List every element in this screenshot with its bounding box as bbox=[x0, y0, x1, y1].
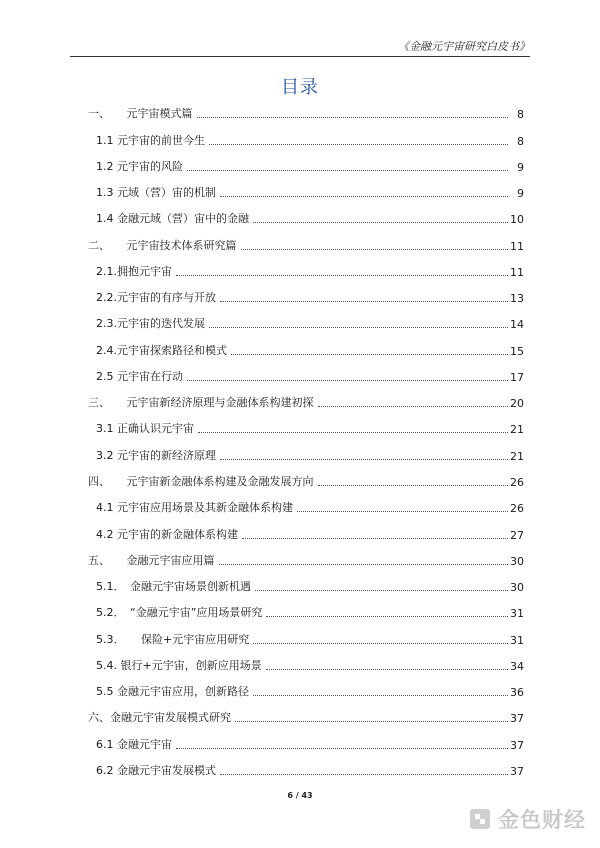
toc-entry-label: 四、 元宇宙新金融体系构建及金融发展方向 bbox=[82, 473, 316, 489]
toc-entry[interactable] bbox=[82, 333, 524, 359]
toc-dot-leader bbox=[187, 380, 508, 381]
toc-entry-label: 4.1 元宇宙应用场景及其新金融体系构建 bbox=[82, 499, 295, 515]
toc-dot-leader bbox=[197, 117, 509, 118]
toc-dot-leader bbox=[198, 432, 508, 433]
toc-entry[interactable] bbox=[82, 360, 524, 386]
toc-entry[interactable] bbox=[82, 307, 524, 333]
toc-entry-page-number: 37 bbox=[510, 764, 524, 778]
toc-entry-label: 5.1． 金融元宇宙场景创新机遇 bbox=[82, 578, 253, 594]
toc-entry[interactable] bbox=[82, 675, 524, 701]
toc-entry-label: 五、 金融元宇宙应用篇 bbox=[82, 552, 217, 568]
golden-finance-logo-icon bbox=[468, 807, 492, 831]
toc-entry[interactable] bbox=[82, 202, 524, 228]
toc-entry-page-number: 21 bbox=[510, 449, 524, 463]
toc-dot-leader bbox=[187, 170, 508, 171]
toc-entry-page-number: 9 bbox=[517, 160, 524, 174]
toc-entry[interactable] bbox=[82, 97, 524, 123]
toc-entry-page-number: 37 bbox=[510, 712, 524, 726]
book-title: 《金融元宇宙研究白皮书》 bbox=[398, 40, 530, 53]
toc-entry[interactable] bbox=[82, 701, 524, 727]
page-header bbox=[70, 36, 530, 57]
toc-entry-page-number: 31 bbox=[510, 633, 524, 647]
toc-entry-label: 1.4 金融元域（营）宙中的金融 bbox=[82, 210, 251, 226]
toc-entry-label: 2.5 元宇宙在行动 bbox=[82, 368, 185, 384]
toc-dot-leader bbox=[253, 643, 508, 644]
toc-entry-page-number: 36 bbox=[510, 686, 524, 700]
toc-entry[interactable] bbox=[82, 438, 524, 464]
toc-entry-page-number: 20 bbox=[510, 397, 524, 411]
toc-entry-label: 六、金融元宇宙发展模式研究 bbox=[82, 709, 233, 725]
toc-entry-label: 5.4. 银行+元宇宙，创新应用场景 bbox=[82, 657, 264, 673]
toc-entry[interactable] bbox=[82, 570, 524, 596]
toc-entry-label: 二、 元宇宙技术体系研究篇 bbox=[82, 237, 239, 253]
toc-entry-page-number: 17 bbox=[510, 370, 524, 384]
toc-entry[interactable] bbox=[82, 123, 524, 149]
toc-entry[interactable] bbox=[82, 465, 524, 491]
toc-entry-page-number: 26 bbox=[510, 502, 524, 516]
toc-entry-page-number: 10 bbox=[510, 213, 524, 227]
toc-entry[interactable] bbox=[82, 754, 524, 780]
toc-dot-leader bbox=[318, 406, 509, 407]
toc-dot-leader bbox=[231, 354, 508, 355]
toc-entry[interactable] bbox=[82, 727, 524, 753]
toc-entry[interactable] bbox=[82, 544, 524, 570]
toc-entry-label: 3.2 元宇宙的新经济原理 bbox=[82, 447, 218, 463]
toc-entry-label: 1.3 元域（营）宙的机制 bbox=[82, 184, 218, 200]
toc-entry-page-number: 13 bbox=[510, 292, 524, 306]
toc-entry-label: 2.3.元宇宙的迭代发展 bbox=[82, 315, 207, 331]
toc-entry-page-number: 27 bbox=[510, 528, 524, 542]
toc-entry-label: 1.1 元宇宙的前世今生 bbox=[82, 132, 207, 148]
toc-dot-leader bbox=[253, 695, 508, 696]
toc-entry-page-number: 8 bbox=[517, 134, 524, 148]
toc-dot-leader bbox=[235, 721, 508, 722]
toc-entry-label: 2.4.元宇宙探索路径和模式 bbox=[82, 342, 229, 358]
toc-entry-page-number: 9 bbox=[517, 187, 524, 201]
toc-entry-label: 1.2 元宇宙的风险 bbox=[82, 158, 185, 174]
toc-dot-leader bbox=[297, 511, 508, 512]
toc-entry-page-number: 8 bbox=[517, 108, 524, 122]
toc-entry-page-number: 30 bbox=[510, 554, 524, 568]
toc-entry-label: 6.2 金融元宇宙发展模式 bbox=[82, 762, 218, 778]
toc-entry-label: 5.2． “金融元宇宙”应用场景研究 bbox=[82, 604, 264, 620]
toc-dot-leader bbox=[176, 748, 508, 749]
toc-dot-leader bbox=[209, 144, 508, 145]
watermark-text: 金色财经 bbox=[498, 808, 586, 832]
toc-dot-leader bbox=[255, 590, 508, 591]
toc-entry-label: 5.3． 保险+元宇宙应用研究 bbox=[82, 631, 251, 647]
toc-entry-label: 2.1.拥抱元宇宙 bbox=[82, 263, 174, 279]
toc-entry[interactable] bbox=[82, 649, 524, 675]
toc-title: 目录 bbox=[281, 77, 319, 98]
toc-entry[interactable] bbox=[82, 255, 524, 281]
toc-dot-leader bbox=[209, 327, 508, 328]
toc-dot-leader bbox=[318, 485, 509, 486]
toc-dot-leader bbox=[176, 275, 508, 276]
toc-entry[interactable] bbox=[82, 491, 524, 517]
toc-dot-leader bbox=[266, 616, 508, 617]
toc-entry-page-number: 37 bbox=[510, 738, 524, 752]
toc-dot-leader bbox=[220, 196, 508, 197]
toc-entry-page-number: 34 bbox=[510, 659, 524, 673]
toc-entry-page-number: 26 bbox=[510, 475, 524, 489]
toc-entry-page-number: 15 bbox=[510, 344, 524, 358]
toc-entry-page-number: 11 bbox=[510, 239, 524, 253]
toc-entry[interactable] bbox=[82, 228, 524, 254]
toc-entry[interactable] bbox=[82, 596, 524, 622]
toc-entry[interactable] bbox=[82, 412, 524, 438]
toc-entry[interactable] bbox=[82, 176, 524, 202]
toc-entry-page-number: 11 bbox=[510, 265, 524, 279]
toc-entry-page-number: 14 bbox=[510, 318, 524, 332]
page-number: 6 / 43 bbox=[287, 791, 313, 800]
toc-entry-label: 三、 元宇宙新经济原理与金融体系构建初探 bbox=[82, 394, 316, 410]
toc-entry[interactable] bbox=[82, 281, 524, 307]
toc-dot-leader bbox=[241, 249, 509, 250]
toc-dot-leader bbox=[220, 459, 508, 460]
toc-entry[interactable] bbox=[82, 622, 524, 648]
toc-entry-label: 3.1 正确认识元宇宙 bbox=[82, 420, 196, 436]
toc-dot-leader bbox=[253, 222, 508, 223]
toc-list bbox=[82, 97, 524, 780]
toc-entry-label: 2.2.元宇宙的有序与开放 bbox=[82, 289, 218, 305]
toc-entry[interactable] bbox=[82, 386, 524, 412]
toc-entry[interactable] bbox=[82, 517, 524, 543]
toc-entry-label: 6.1 金融元宇宙 bbox=[82, 736, 174, 752]
toc-entry-page-number: 31 bbox=[510, 607, 524, 621]
toc-dot-leader bbox=[242, 538, 508, 539]
toc-entry[interactable] bbox=[82, 150, 524, 176]
watermark bbox=[468, 804, 586, 834]
toc-dot-leader bbox=[219, 564, 509, 565]
toc-dot-leader bbox=[220, 301, 508, 302]
toc-dot-leader bbox=[220, 774, 508, 775]
toc-entry-page-number: 30 bbox=[510, 581, 524, 595]
toc-entry-label: 4.2 元宇宙的新金融体系构建 bbox=[82, 526, 240, 542]
toc-entry-label: 5.5 金融元宇宙应用，创新路径 bbox=[82, 683, 251, 699]
toc-entry-page-number: 21 bbox=[510, 423, 524, 437]
toc-entry-label: 一、 元宇宙模式篇 bbox=[82, 105, 195, 121]
toc-dot-leader bbox=[266, 669, 508, 670]
